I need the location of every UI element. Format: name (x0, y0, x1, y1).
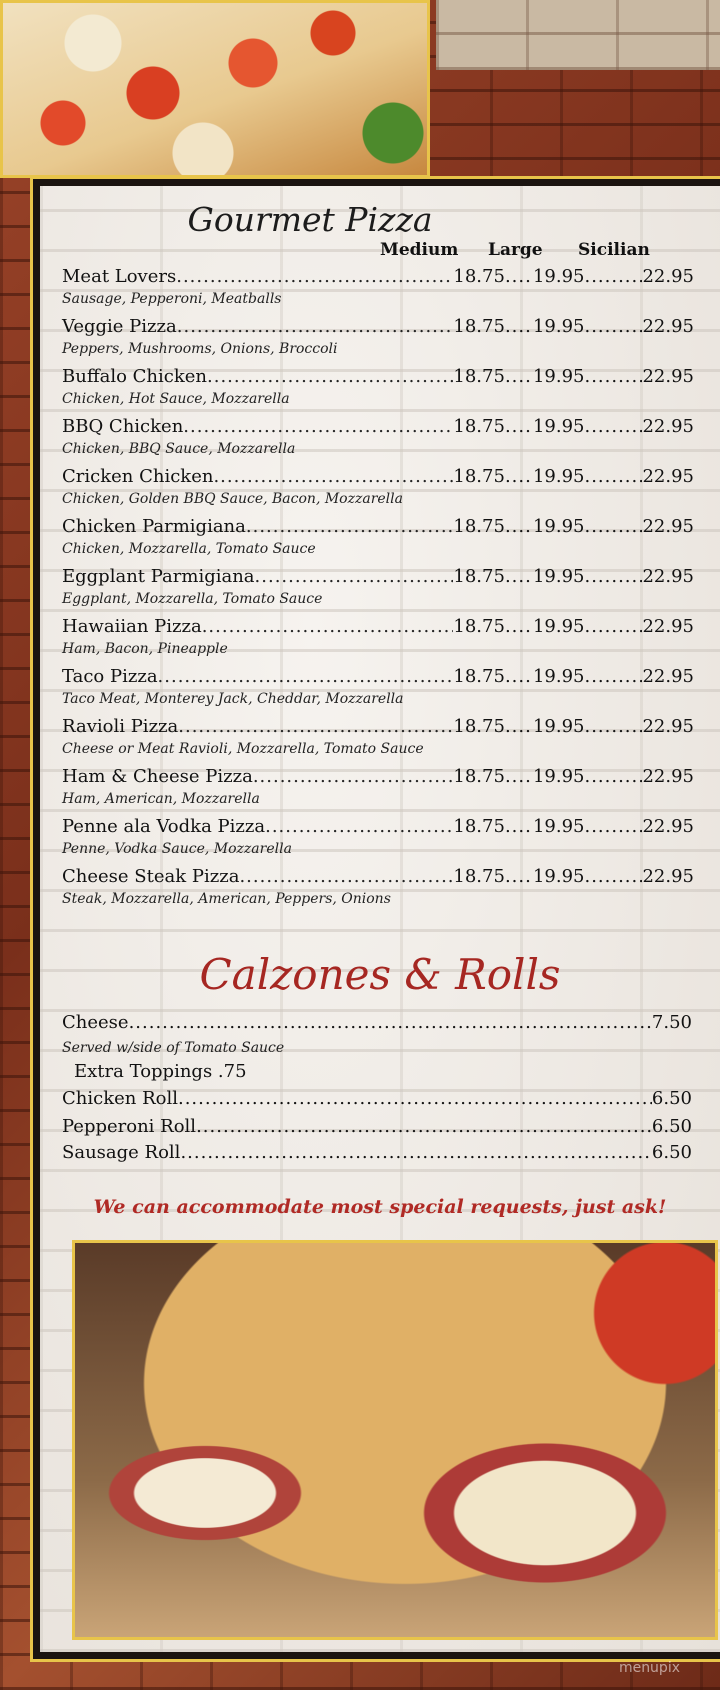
price-large: 19.95 (532, 466, 585, 487)
menu-item-line (62, 866, 694, 890)
item-description: Peppers, Mushrooms, Onions, Broccoli (62, 341, 338, 357)
menu-item-row (62, 566, 694, 610)
item-name: Sausage Roll (62, 1142, 181, 1163)
price-sicilian: 22.95 (642, 616, 694, 637)
item-name: Buffalo Chicken (62, 366, 208, 387)
price-medium: 18.75 (453, 666, 505, 687)
pizza-photo (0, 0, 430, 178)
item-name: Cricken Chicken (62, 466, 214, 487)
menu-item-line (62, 716, 694, 740)
item-description: Served w/side of Tomato Sauce (62, 1040, 285, 1056)
menu-item-cheese-calzone (62, 1012, 692, 1036)
item-price: 6.50 (651, 1088, 692, 1109)
menu-item-row (62, 716, 694, 760)
item-name: Eggplant Parmigiana (62, 566, 255, 587)
price-medium: 18.75 (453, 416, 505, 437)
price-large: 19.95 (532, 666, 585, 687)
menu-item-row (62, 416, 694, 460)
price-sicilian: 22.95 (642, 316, 694, 337)
price-sicilian: 22.95 (642, 566, 694, 587)
brick-wall-top (436, 0, 720, 70)
price-medium: 18.75 (453, 466, 505, 487)
price-large: 19.95 (532, 566, 585, 587)
item-description: Ham, Bacon, Pineapple (62, 641, 228, 657)
item-description: Chicken, Golden BBQ Sauce, Bacon, Mozzarella (62, 491, 403, 507)
price-sicilian: 22.95 (642, 866, 694, 887)
item-name: Ravioli Pizza (62, 716, 179, 737)
column-sicilian: Sicilian (578, 240, 650, 260)
price-medium: 18.75 (453, 566, 505, 587)
item-name: Veggie Pizza (62, 316, 177, 337)
menu-item-line (62, 766, 694, 790)
price-sicilian: 22.95 (642, 416, 694, 437)
menu-item-line (62, 616, 694, 640)
menu-item-row (62, 866, 694, 910)
menu-item-line (62, 266, 694, 290)
price-sicilian: 22.95 (642, 366, 694, 387)
menu-item-line (62, 466, 694, 490)
item-name: Penne ala Vodka Pizza (62, 816, 266, 837)
price-large: 19.95 (532, 616, 585, 637)
price-sicilian: 22.95 (642, 516, 694, 537)
menu-item-line (62, 566, 694, 590)
price-large: 19.95 (532, 366, 585, 387)
item-description: Penne, Vodka Sauce, Mozzarella (62, 841, 292, 857)
price-medium: 18.75 (453, 266, 505, 287)
item-description: Chicken, BBQ Sauce, Mozzarella (62, 441, 296, 457)
menu-item-row (62, 616, 694, 660)
item-price: 7.50 (651, 1012, 692, 1033)
item-description: Eggplant, Mozzarella, Tomato Sauce (62, 591, 323, 607)
calzones-rolls-title: Calzones & Rolls (199, 950, 561, 999)
menu-item-pepperoni-roll (62, 1116, 692, 1140)
price-large: 19.95 (532, 516, 585, 537)
column-large: Large (488, 240, 543, 260)
price-sicilian: 22.95 (642, 816, 694, 837)
calzone-photo (72, 1240, 718, 1640)
item-description: Sausage, Pepperoni, Meatballs (62, 291, 282, 307)
item-name: Cheese Steak Pizza (62, 866, 240, 887)
menu-item-row (62, 516, 694, 560)
gourmet-pizza-title: Gourmet Pizza (187, 200, 433, 239)
price-large: 19.95 (532, 266, 585, 287)
item-price: 6.50 (651, 1142, 692, 1163)
item-name: Pepperoni Roll (62, 1116, 197, 1137)
item-description: Steak, Mozzarella, American, Peppers, Onions (62, 891, 391, 907)
watermark: menupix (618, 1660, 680, 1676)
price-medium: 18.75 (453, 816, 505, 837)
item-description: Cheese or Meat Ravioli, Mozzarella, Tomato Sauce (62, 741, 424, 757)
item-name: Cheese (62, 1012, 129, 1033)
price-sicilian: 22.95 (642, 766, 694, 787)
price-medium: 18.75 (453, 516, 505, 537)
price-sicilian: 22.95 (642, 716, 694, 737)
menu-item-row (62, 366, 694, 410)
menu-item-row (62, 316, 694, 360)
item-description: Chicken, Hot Sauce, Mozzarella (62, 391, 290, 407)
item-name: Chicken Parmigiana (62, 516, 246, 537)
item-price: 6.50 (651, 1116, 692, 1137)
special-requests-note: We can accommodate most special requests, just ask! (93, 1196, 667, 1218)
menu-item-line (62, 316, 694, 340)
menu-item-chicken-roll (62, 1088, 692, 1112)
item-name: Meat Lovers (62, 266, 177, 287)
price-large: 19.95 (532, 766, 585, 787)
price-medium: 18.75 (453, 316, 505, 337)
price-medium: 18.75 (453, 716, 505, 737)
menu-item-line (62, 816, 694, 840)
item-name: BBQ Chicken (62, 416, 184, 437)
menu-item-line (62, 666, 694, 690)
menu-item-line (62, 366, 694, 390)
price-medium: 18.75 (453, 616, 505, 637)
price-sicilian: 22.95 (642, 666, 694, 687)
item-description: Chicken, Mozzarella, Tomato Sauce (62, 541, 316, 557)
item-name: Chicken Roll (62, 1088, 178, 1109)
item-description: Ham, American, Mozzarella (62, 791, 260, 807)
menu-item-line (62, 516, 694, 540)
menu-item-sausage-roll (62, 1142, 692, 1166)
menu-item-row (62, 766, 694, 810)
price-sicilian: 22.95 (642, 266, 694, 287)
price-large: 19.95 (532, 716, 585, 737)
price-large: 19.95 (532, 316, 585, 337)
menu-item-line (62, 416, 694, 440)
item-description: Taco Meat, Monterey Jack, Cheddar, Mozzarella (62, 691, 404, 707)
price-medium: 18.75 (453, 366, 505, 387)
menu-item-row (62, 466, 694, 510)
price-large: 19.95 (532, 416, 585, 437)
price-large: 19.95 (532, 816, 585, 837)
menu-item-row (62, 666, 694, 710)
price-sicilian: 22.95 (642, 466, 694, 487)
item-name: Hawaiian Pizza (62, 616, 202, 637)
price-medium: 18.75 (453, 766, 505, 787)
column-medium: Medium (380, 240, 459, 260)
extra-toppings: Extra Toppings .75 (74, 1061, 247, 1082)
menu-item-row (62, 816, 694, 860)
item-name: Taco Pizza (62, 666, 158, 687)
price-medium: 18.75 (453, 866, 505, 887)
item-name: Ham & Cheese Pizza (62, 766, 253, 787)
menu-item-row (62, 266, 694, 310)
price-large: 19.95 (532, 866, 585, 887)
